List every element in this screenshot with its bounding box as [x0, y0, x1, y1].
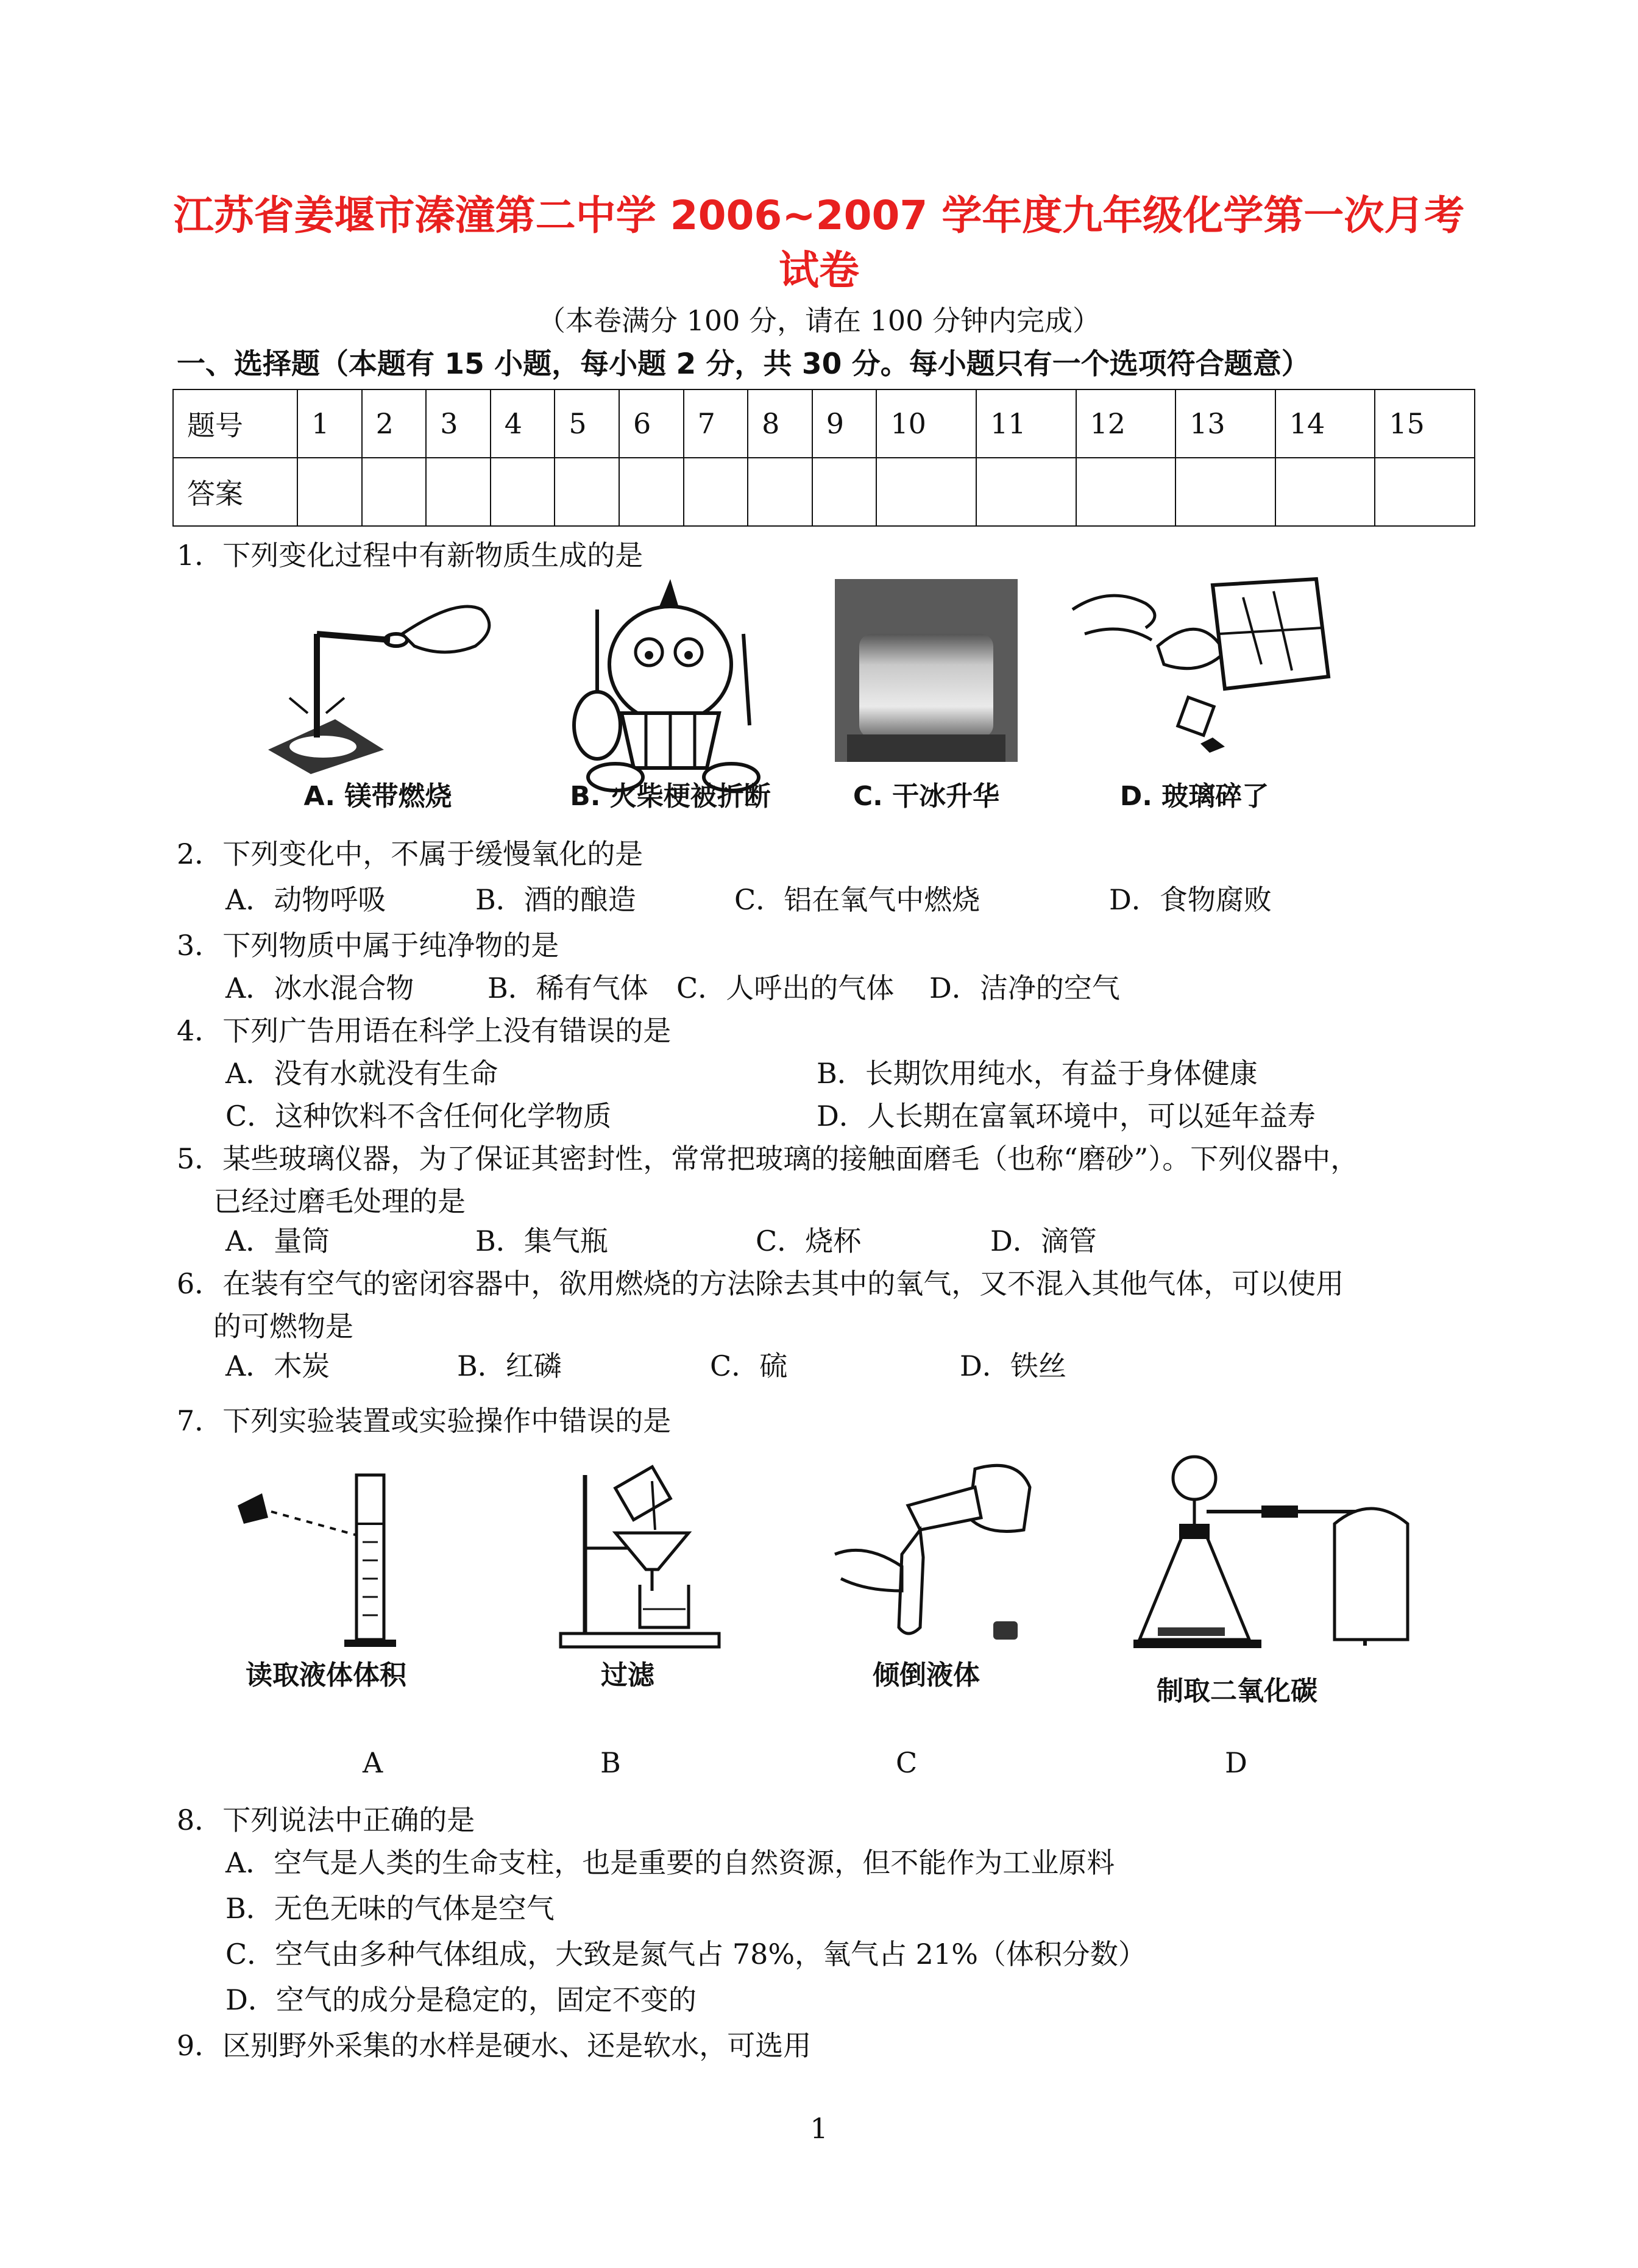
exam-title-line2: 试卷 [779, 247, 859, 294]
table-cell-number: 14 [1275, 389, 1375, 458]
table-header-label: 题号 [173, 389, 297, 458]
q2-option-d[interactable]: D．食物腐败 [1109, 883, 1272, 916]
q5-option-d[interactable]: D．滴管 [990, 1225, 1097, 1257]
q3-option-b[interactable]: B．稀有气体 [488, 972, 648, 1004]
q1-figure-c [835, 579, 1018, 762]
q7-caption-a: 读取液体体积 [246, 1660, 406, 1691]
q3-option-a[interactable]: A．冰水混合物 [225, 972, 414, 1004]
answer-cell[interactable] [1175, 458, 1275, 526]
q7-figure-b [555, 1463, 737, 1664]
q2-option-a[interactable]: A．动物呼吸 [225, 883, 386, 916]
table-cell-number: 3 [426, 389, 491, 458]
table-cell-number: 11 [976, 389, 1076, 458]
table-cell-number: 2 [362, 389, 427, 458]
table-cell-number: 10 [876, 389, 976, 458]
question-2-stem: 2．下列变化中，不属于缓慢氧化的是 [177, 837, 644, 870]
q8-option-a[interactable]: A．空气是人类的生命支柱，也是重要的自然资源，但不能作为工业原料 [225, 1846, 1115, 1879]
table-cell-number: 4 [491, 389, 555, 458]
q3-option-c[interactable]: C．人呼出的气体 [676, 972, 895, 1004]
section-heading: 一、选择题（本题有 15 小题，每小题 2 分，共 30 分。每小题只有一个选项符合题意） [177, 347, 1310, 381]
q6-option-d[interactable]: D．铁丝 [960, 1349, 1066, 1382]
q7-figure-c [817, 1451, 1048, 1652]
page-number: 1 [810, 2112, 828, 2145]
q4-option-c[interactable]: C．这种饮料不含任何化学物质 [225, 1100, 612, 1132]
answer-cell[interactable] [1076, 458, 1176, 526]
question-9-stem: 9．区别野外采集的水样是硬水、还是软水，可选用 [177, 2029, 812, 2062]
answer-cell[interactable] [619, 458, 684, 526]
q1-caption-a: A. 镁带燃烧 [303, 781, 452, 812]
exam-title-line1: 江苏省姜堰市溱潼第二中学 2006~2007 学年度九年级化学第一次月考 [173, 192, 1465, 239]
question-4-stem: 4．下列广告用语在科学上没有错误的是 [177, 1014, 672, 1047]
answer-cell[interactable] [976, 458, 1076, 526]
q5-option-a[interactable]: A．量筒 [225, 1225, 330, 1257]
table-cell-number: 12 [1076, 389, 1176, 458]
question-8-stem: 8．下列说法中正确的是 [177, 1804, 475, 1836]
q7-figure-a [225, 1463, 420, 1664]
q7-option-letter-d[interactable]: D [1225, 1746, 1247, 1779]
q7-figure-d [1127, 1445, 1414, 1682]
table-answer-label: 答案 [173, 458, 297, 526]
q4-option-b[interactable]: B．长期饮用纯水，有益于身体健康 [817, 1057, 1258, 1090]
q8-option-c[interactable]: C．空气由多种气体组成，大致是氮气占 78%，氧气占 21%（体积分数） [225, 1938, 1146, 1971]
answer-cell[interactable] [748, 458, 812, 526]
question-5-stem: 5．某些玻璃仪器，为了保证其密封性，常常把玻璃的接触面磨毛（也称“磨砂”）。下列仪器中， [177, 1142, 1359, 1175]
question-5-stem-cont: 已经过磨毛处理的是 [213, 1185, 466, 1218]
q1-caption-c: C. 干冰升华 [853, 781, 1000, 812]
question-1-stem: 1．下列变化过程中有新物质生成的是 [177, 539, 644, 572]
q7-option-letter-b[interactable]: B [600, 1746, 621, 1779]
q6-option-b[interactable]: B．红磷 [457, 1349, 562, 1382]
q6-option-c[interactable]: C．硫 [710, 1349, 788, 1382]
q8-option-d[interactable]: D．空气的成分是稳定的，固定不变的 [225, 1983, 697, 2016]
answer-cell[interactable] [1375, 458, 1475, 526]
q8-option-b[interactable]: B．无色无味的气体是空气 [225, 1892, 555, 1925]
q1-figure-d [1060, 573, 1353, 762]
q1-figure-b [548, 573, 792, 798]
question-7-stem: 7．下列实验装置或实验操作中错误的是 [177, 1404, 672, 1437]
answer-cell[interactable] [812, 458, 877, 526]
table-cell-number: 9 [812, 389, 877, 458]
answer-cell[interactable] [684, 458, 748, 526]
q6-option-a[interactable]: A．木炭 [225, 1349, 330, 1382]
table-cell-number: 13 [1175, 389, 1275, 458]
answer-cell[interactable] [362, 458, 427, 526]
exam-note: （本卷满分 100 分，请在 100 分钟内完成） [537, 304, 1101, 337]
answer-cell[interactable] [1275, 458, 1375, 526]
answer-cell[interactable] [876, 458, 976, 526]
q4-option-d[interactable]: D．人长期在富氧环境中，可以延年益寿 [817, 1100, 1316, 1132]
table-cell-number: 5 [555, 389, 619, 458]
question-6-stem-cont: 的可燃物是 [213, 1310, 353, 1343]
q7-caption-d: 制取二氧化碳 [1157, 1676, 1317, 1707]
q2-option-c[interactable]: C．铝在氧气中燃烧 [734, 883, 980, 916]
answer-cell[interactable] [491, 458, 555, 526]
table-cell-number: 15 [1375, 389, 1475, 458]
q5-option-c[interactable]: C．烧杯 [756, 1225, 862, 1257]
q3-option-d[interactable]: D．洁净的空气 [929, 972, 1120, 1004]
q7-caption-b: 过滤 [601, 1660, 654, 1691]
table-cell-number: 6 [619, 389, 684, 458]
q7-option-letter-c[interactable]: C [896, 1746, 918, 1779]
table-row-answers [173, 458, 1475, 526]
q1-caption-d: D. 玻璃碎了 [1119, 781, 1269, 812]
q7-caption-c: 倾倒液体 [873, 1660, 980, 1691]
table-cell-number: 7 [684, 389, 748, 458]
question-6-stem: 6．在装有空气的密闭容器中，欲用燃烧的方法除去其中的氧气，又不混入其他气体，可以使用 [177, 1267, 1344, 1300]
table-cell-number: 8 [748, 389, 812, 458]
q4-option-a[interactable]: A．没有水就没有生命 [225, 1057, 498, 1090]
table-row-numbers [173, 389, 1475, 458]
answer-cell[interactable] [426, 458, 491, 526]
question-3-stem: 3．下列物质中属于纯净物的是 [177, 929, 559, 962]
answer-cell[interactable] [555, 458, 619, 526]
q2-option-b[interactable]: B．酒的酿造 [475, 883, 636, 916]
q5-option-b[interactable]: B．集气瓶 [475, 1225, 608, 1257]
answer-table [172, 389, 1475, 527]
table-cell-number: 1 [297, 389, 362, 458]
q7-option-letter-a[interactable]: A [363, 1746, 383, 1779]
q1-figure-a [232, 573, 524, 798]
answer-cell[interactable] [297, 458, 362, 526]
q1-caption-b: B. 火柴梗被折断 [570, 781, 771, 812]
